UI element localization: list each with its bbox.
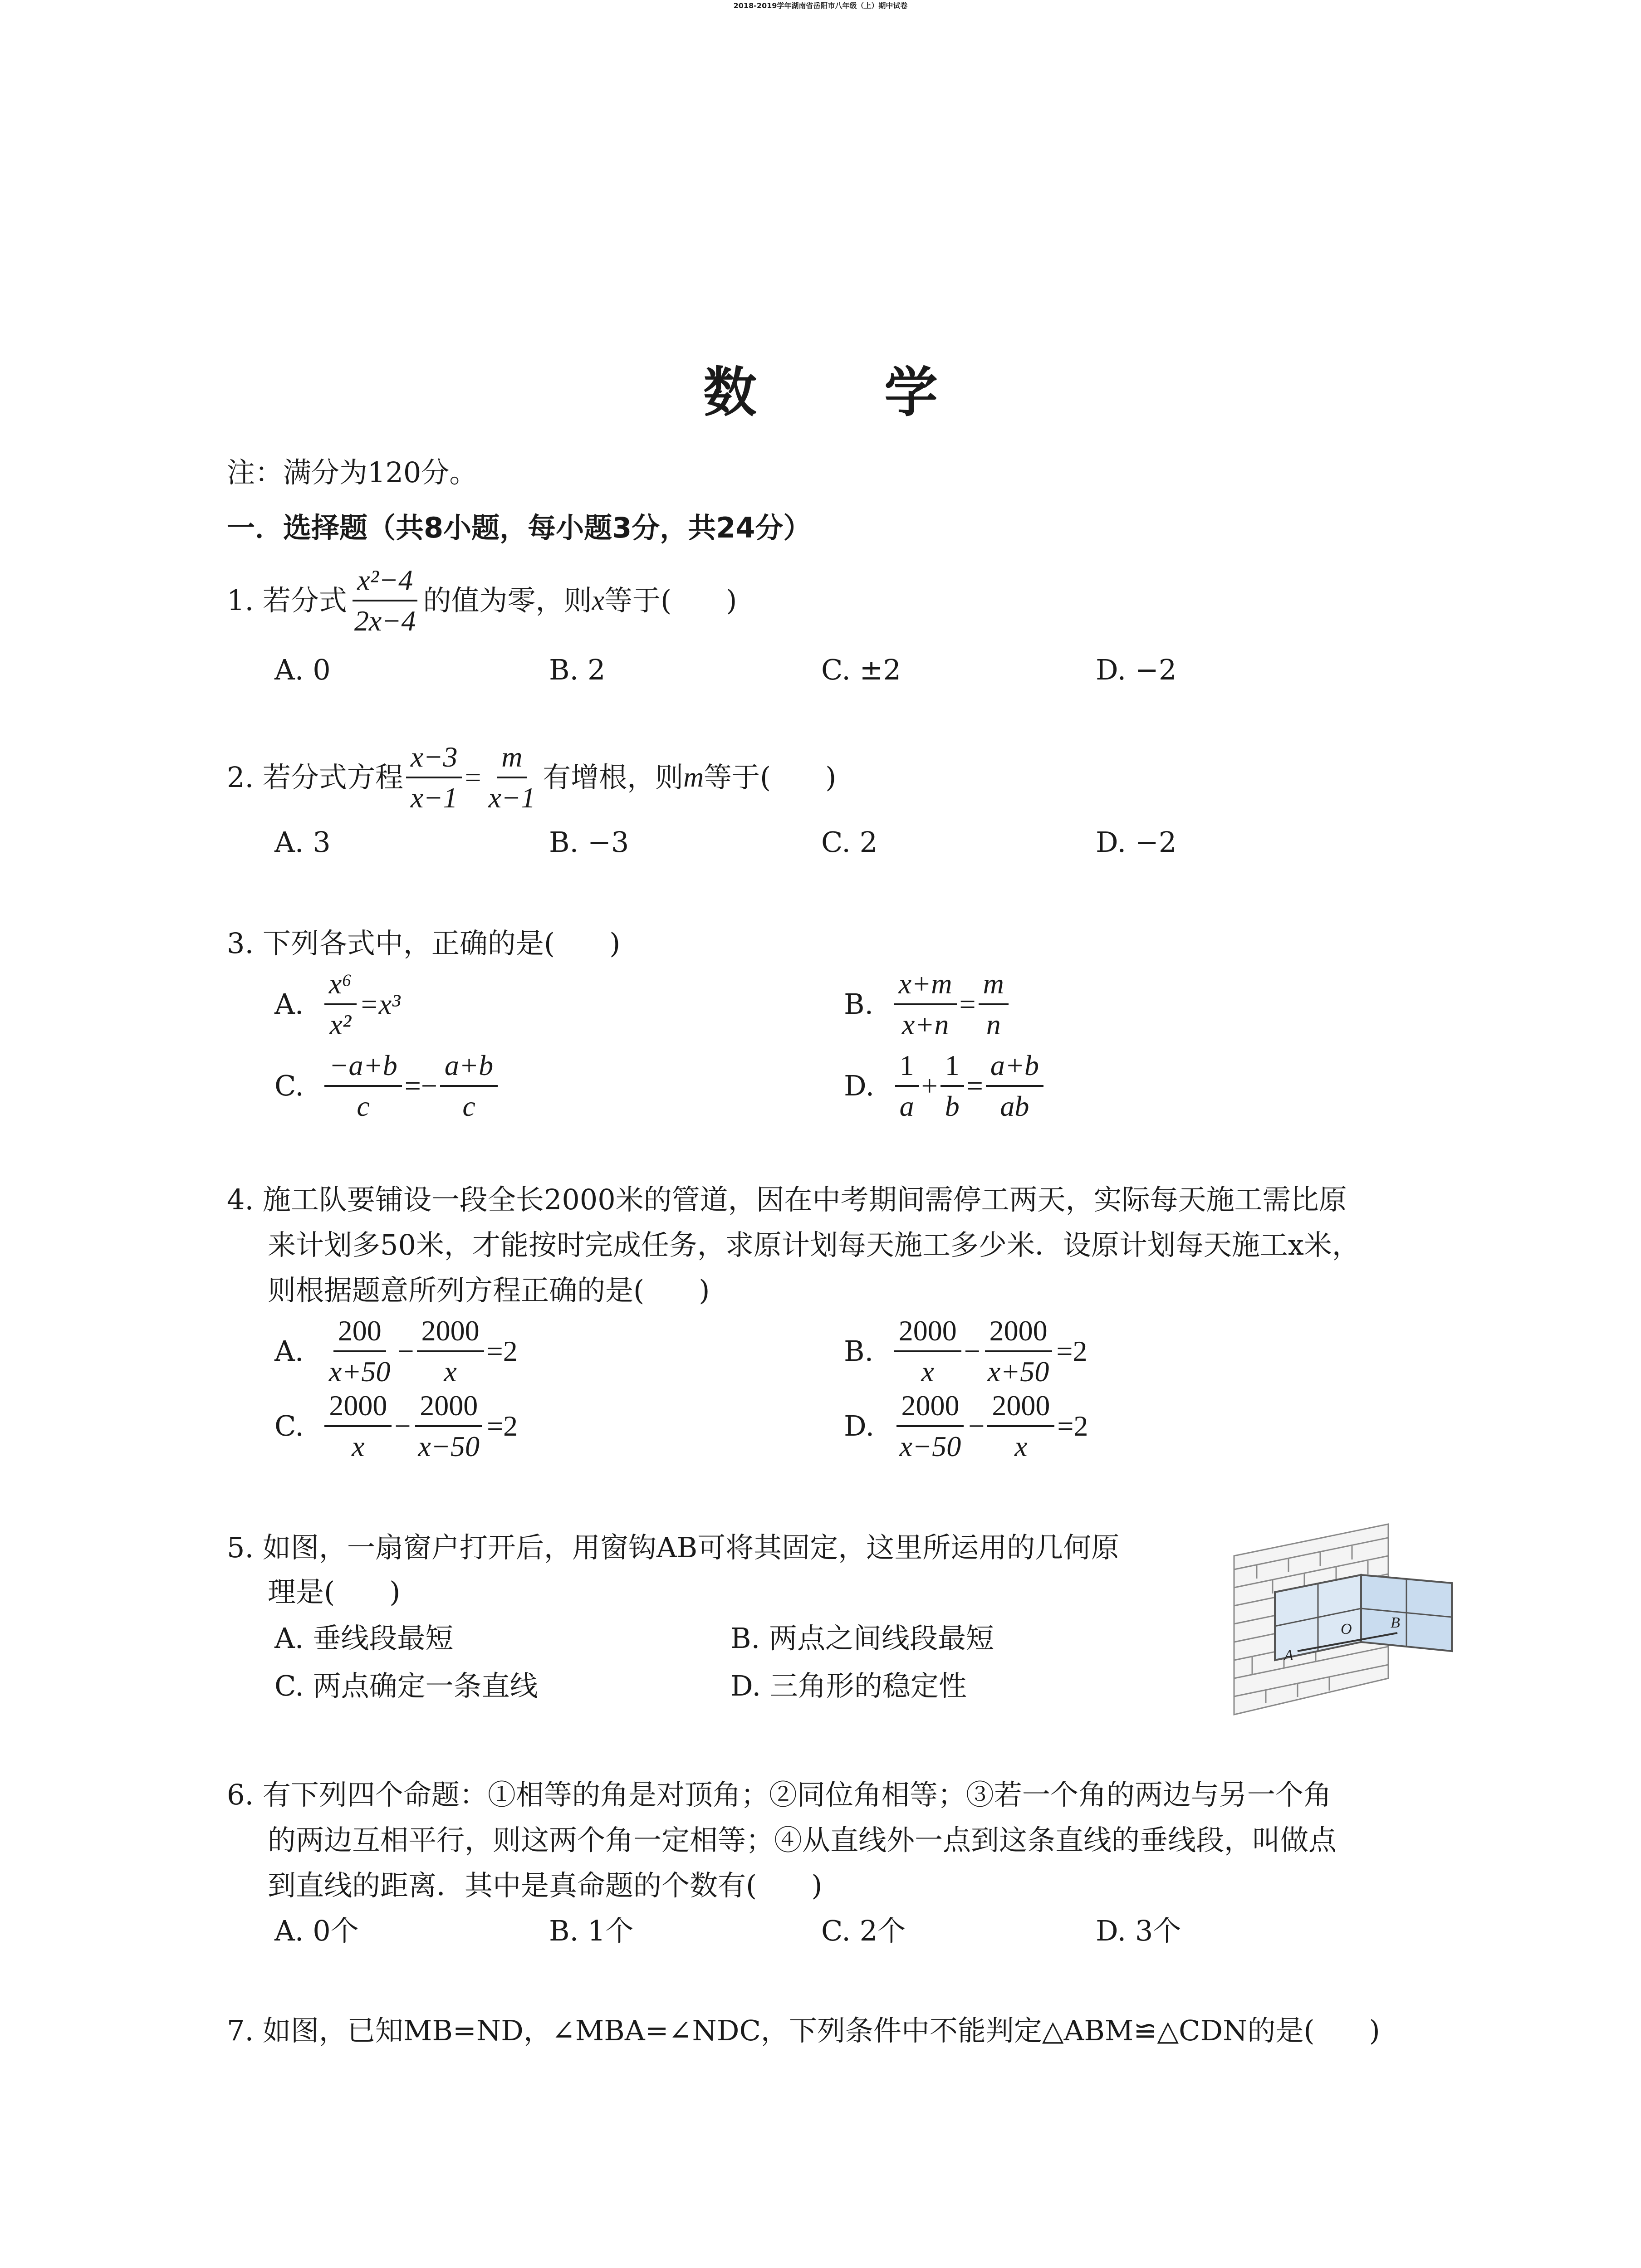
- question-text: 若分式: [262, 584, 347, 617]
- option-label: D.: [844, 1409, 875, 1442]
- question-text: 如图，一扇窗户打开后，用窗钩AB可将其固定，这里所运用的几何原: [262, 1531, 1120, 1564]
- fraction-denominator: c: [462, 1090, 475, 1122]
- option-label: A.: [274, 987, 304, 1021]
- fraction: [895, 1388, 966, 1464]
- question-text: 如图，已知MB=ND，∠MBA=∠NDC，下列条件中不能判定△ABM≌△CDN的是(: [262, 2014, 1315, 2047]
- equals-sign: =: [966, 1070, 983, 1102]
- expression: =2: [1056, 1335, 1087, 1367]
- question-text: 的值为零，则: [423, 584, 592, 617]
- answer-paren: ): [389, 1575, 401, 1608]
- question-text: 有增根，则: [543, 761, 684, 794]
- fraction-denominator: x²: [329, 1008, 352, 1041]
- fraction-numerator: 200: [333, 1313, 386, 1352]
- expression: =x³: [359, 988, 401, 1020]
- minus-sign: −: [394, 1410, 411, 1442]
- answer-paren: ): [699, 1274, 710, 1307]
- option-d: [844, 1048, 1046, 1124]
- fraction-denominator: x+50: [328, 1355, 391, 1388]
- section-heading: 一．选择题（共8小题，每小题3分，共24分）: [227, 511, 812, 544]
- fraction-denominator: 2x−4: [354, 605, 416, 637]
- minus-sign: −: [968, 1410, 985, 1442]
- plus-sign: +: [921, 1070, 938, 1102]
- expression: =2: [1057, 1410, 1088, 1442]
- fraction: [324, 966, 357, 1042]
- question-text: 下列各式中，正确的是(: [262, 927, 555, 960]
- fraction-denominator: x−1: [488, 782, 536, 814]
- question-text: 到直线的距离．其中是真命题的个数有(: [268, 1869, 757, 1902]
- label-b: B: [1391, 1614, 1400, 1631]
- fraction: [986, 1048, 1043, 1124]
- window-figure: [1225, 1515, 1461, 1728]
- minus-sign: −: [397, 1335, 414, 1367]
- option-d: [844, 1388, 1088, 1464]
- fraction-numerator: a+b: [440, 1048, 498, 1087]
- fraction-denominator: x−1: [410, 782, 458, 814]
- fraction: [894, 1313, 961, 1389]
- option-c: [274, 1388, 518, 1464]
- answer-paren: ): [726, 584, 737, 617]
- fraction-numerator: m: [979, 966, 1009, 1005]
- fraction-numerator: −a+b: [324, 1048, 402, 1087]
- question-number: 2.: [227, 761, 254, 794]
- variable: m: [683, 762, 704, 793]
- answer-paren: ): [609, 927, 621, 960]
- fraction-numerator: 2000: [896, 1388, 964, 1427]
- answer-paren: ): [1369, 2014, 1380, 2047]
- fraction-numerator: 2000: [415, 1388, 482, 1427]
- fraction-denominator: a: [899, 1090, 914, 1122]
- fraction-numerator: x²−4: [353, 562, 417, 601]
- fraction-numerator: x−3: [406, 739, 462, 778]
- fraction: [417, 1313, 484, 1389]
- option-label: B.: [844, 987, 874, 1021]
- option-label: C.: [274, 1409, 304, 1442]
- option-label: A.: [274, 1334, 304, 1368]
- fraction-denominator: x−50: [899, 1430, 961, 1462]
- question-number: 5.: [227, 1531, 254, 1564]
- fraction-denominator: c: [357, 1090, 370, 1122]
- fraction: [987, 1388, 1054, 1464]
- fraction-denominator: x−50: [418, 1430, 480, 1462]
- fraction: [979, 966, 1009, 1042]
- fraction-denominator: n: [986, 1008, 1001, 1041]
- question-1: [227, 562, 737, 639]
- option-d: D. 三角形的稳定性: [730, 1669, 967, 1702]
- label-a: A: [1284, 1647, 1293, 1664]
- fraction-denominator: x: [921, 1355, 934, 1388]
- fraction-denominator: x: [1014, 1430, 1028, 1462]
- option-a: A. 0个: [274, 1914, 359, 1947]
- fraction: [983, 1313, 1054, 1389]
- expression: =2: [487, 1410, 518, 1442]
- fraction-numerator: 2000: [324, 1388, 392, 1427]
- question-text: [268, 1575, 400, 1609]
- fraction-numerator: 2000: [985, 1313, 1052, 1352]
- fraction: [941, 1048, 964, 1124]
- option-d: D. −2: [1096, 826, 1177, 859]
- question-text: [268, 1274, 710, 1307]
- fraction-denominator: x+n: [901, 1008, 949, 1041]
- fraction-numerator: 2000: [894, 1313, 961, 1352]
- fraction: [894, 966, 957, 1042]
- question-3: [227, 927, 620, 960]
- option-c: [274, 1048, 500, 1124]
- fraction: [484, 739, 540, 816]
- option-label: B.: [844, 1334, 874, 1368]
- option-d: D. 3个: [1096, 1914, 1181, 1947]
- option-a: A. 垂线段最短: [274, 1622, 454, 1655]
- fraction: [895, 1048, 919, 1124]
- fraction: [350, 562, 421, 639]
- fraction-denominator: ab: [1000, 1090, 1029, 1122]
- option-c: C. 2个: [821, 1914, 906, 1947]
- fraction-numerator: 1: [895, 1048, 919, 1087]
- option-a: [274, 1313, 518, 1389]
- question-text: 来计划多50米，才能按时完成任务，求原计划每天施工多少米．设原计划每天施工x米，: [268, 1228, 1360, 1261]
- subject-title: 数 学: [703, 361, 993, 424]
- question-number: 6.: [227, 1778, 254, 1811]
- question-number: 3.: [227, 927, 254, 960]
- option-label: D.: [844, 1069, 875, 1102]
- question-4: [227, 1183, 1347, 1217]
- fraction-denominator: x+50: [987, 1355, 1049, 1388]
- question-text: 若分式方程: [262, 761, 403, 794]
- fraction: [324, 1388, 392, 1464]
- question-text: 等于(: [604, 584, 672, 617]
- option-a: [274, 966, 400, 1042]
- fraction-numerator: m: [497, 739, 527, 778]
- fraction: [406, 739, 462, 816]
- question-5: [227, 1531, 1119, 1564]
- option-label: C.: [274, 1069, 304, 1102]
- question-text: 的两边互相平行，则这两个角一定相等；④从直线外一点到这条直线的垂线段，叫做点: [268, 1823, 1337, 1857]
- question-text: [268, 1869, 822, 1902]
- question-text: 理是(: [268, 1575, 335, 1608]
- option-a: A. 3: [274, 826, 331, 859]
- question-6: [227, 1778, 1332, 1812]
- fraction-denominator: x: [352, 1430, 365, 1462]
- answer-paren: ): [811, 1869, 823, 1902]
- page-title: 2018-2019学年湖南省岳阳市八年级（上）期中试卷: [733, 1, 908, 10]
- option-b: [844, 966, 1011, 1042]
- question-number: 4.: [227, 1183, 254, 1216]
- option-b: [844, 1313, 1087, 1389]
- fraction-numerator: 1: [941, 1048, 964, 1087]
- question-text: 等于(: [703, 761, 771, 794]
- fraction-denominator: b: [945, 1090, 960, 1122]
- question-number: 1.: [227, 584, 254, 617]
- question-text: 则根据题意所列方程正确的是(: [268, 1274, 645, 1307]
- option-d: D. −2: [1096, 653, 1177, 686]
- fraction-numerator: x+m: [894, 966, 957, 1005]
- fraction: [440, 1048, 498, 1124]
- equals-sign: =: [959, 988, 976, 1020]
- variable: x: [592, 585, 605, 616]
- fraction-numerator: x⁶: [324, 966, 357, 1005]
- equals-sign: =−: [404, 1070, 437, 1102]
- equals-sign: =: [465, 761, 481, 793]
- fraction: [413, 1388, 484, 1464]
- fraction-numerator: 2000: [987, 1388, 1054, 1427]
- option-a: A. 0: [274, 653, 331, 686]
- label-o: O: [1341, 1621, 1352, 1637]
- score-note: 注：满分为120分。: [227, 456, 478, 489]
- answer-paren: ): [825, 761, 837, 794]
- question-number: 7.: [227, 2014, 254, 2047]
- question-text: 有下列四个命题：①相等的角是对顶角；②同位角相等；③若一个角的两边与另一个角: [262, 1778, 1332, 1811]
- fraction: [324, 1313, 395, 1389]
- option-b: B. −3: [549, 826, 629, 859]
- option-c: C. 2: [821, 826, 878, 859]
- option-b: B. 两点之间线段最短: [730, 1622, 994, 1655]
- expression: =2: [486, 1335, 518, 1367]
- option-c: C. ±2: [821, 653, 901, 686]
- option-b: B. 2: [549, 653, 606, 686]
- question-text: 施工队要铺设一段全长2000米的管道，因在中考期间需停工两天，实际每天施工需比原: [262, 1183, 1347, 1216]
- question-7: [227, 2014, 1380, 2048]
- fraction: [324, 1048, 402, 1124]
- fraction-numerator: 2000: [417, 1313, 484, 1352]
- fraction-numerator: a+b: [986, 1048, 1043, 1087]
- question-2: [227, 739, 836, 816]
- option-c: C. 两点确定一条直线: [274, 1669, 538, 1702]
- minus-sign: −: [964, 1335, 980, 1367]
- option-b: B. 1个: [549, 1914, 634, 1947]
- fraction-denominator: x: [444, 1355, 457, 1388]
